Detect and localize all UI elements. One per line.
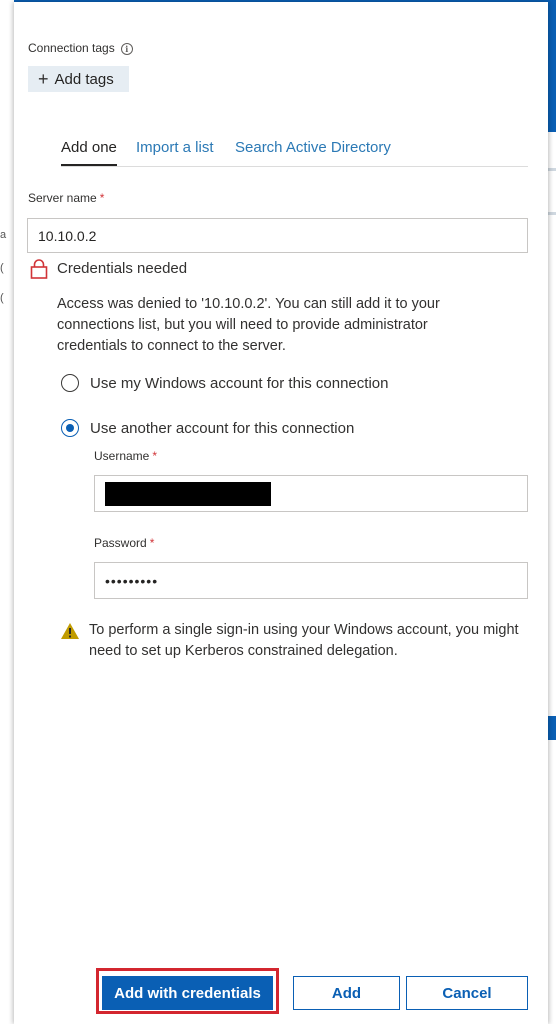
- password-label: [94, 536, 154, 550]
- cancel-button[interactable]: Cancel: [406, 976, 528, 1010]
- background-text-fragment: (: [0, 262, 4, 274]
- kerberos-warning-text: To perform a single sign-in using your Windows account, you might need to set up Kerberos constrained delegation.: [89, 622, 519, 659]
- radio-button-selected[interactable]: [61, 419, 79, 437]
- connection-tags-label: [28, 41, 133, 55]
- access-denied-message: Access was denied to '10.10.0.2'. You can still add it to your connections list, but you will need to provide administrator credentials to connect to the server.: [57, 296, 440, 354]
- background-text-fragment: (: [0, 292, 4, 304]
- radio-button[interactable]: [61, 374, 79, 392]
- required-marker: *: [152, 449, 158, 463]
- username-label: [94, 449, 157, 463]
- radio-option-label: Use another account for this connection: [90, 420, 355, 437]
- info-icon[interactable]: i: [121, 43, 133, 55]
- plus-icon: +: [38, 69, 49, 89]
- server-name-label: [28, 191, 104, 205]
- background-page: [0, 0, 14, 1024]
- tab-import-a-list[interactable]: Import a list: [136, 139, 214, 156]
- warning-icon: [60, 622, 80, 640]
- add-with-credentials-button[interactable]: Add with credentials: [102, 976, 273, 1010]
- add-tags-button[interactable]: [28, 66, 129, 92]
- lock-icon: [30, 258, 48, 279]
- tab-add-one[interactable]: Add one: [61, 139, 117, 156]
- connection-tags-label-text: Connection tags: [28, 41, 115, 55]
- password-label-text: Password: [94, 536, 147, 550]
- tab-bar: [61, 136, 528, 167]
- tab-search-active-directory[interactable]: Search Active Directory: [235, 139, 391, 156]
- required-marker: *: [149, 536, 155, 550]
- radio-option-label: Use my Windows account for this connection: [90, 375, 389, 392]
- server-name-input[interactable]: 10.10.0.2: [27, 218, 528, 253]
- radio-option-windows-account[interactable]: [61, 373, 481, 395]
- required-marker: *: [99, 191, 105, 205]
- add-button[interactable]: Add: [293, 976, 400, 1010]
- add-tags-label: Add tags: [54, 70, 114, 88]
- server-name-label-text: Server name: [28, 191, 97, 205]
- background-edge: [548, 0, 556, 1024]
- add-server-panel: [14, 2, 548, 1024]
- password-input[interactable]: •••••••••: [94, 562, 528, 599]
- credentials-needed-title: Credentials needed: [57, 260, 188, 277]
- username-input[interactable]: [94, 475, 528, 512]
- background-text-fragment: a: [0, 229, 7, 241]
- username-label-text: Username: [94, 449, 150, 463]
- redacted-username: [105, 482, 271, 506]
- radio-option-another-account[interactable]: [61, 418, 481, 440]
